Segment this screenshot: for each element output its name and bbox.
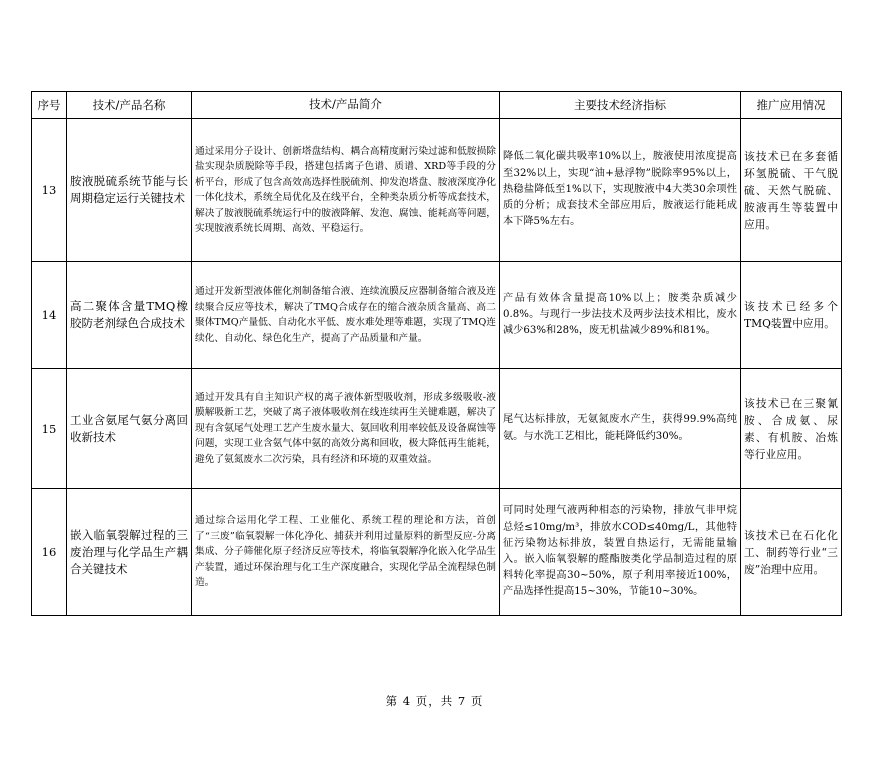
row-indicators: 可同时处理气液两种相态的污染物，排放气非甲烷总烃≤10mg/m³，排放水COD≤40mg/L，其他特征污染物达标排放，装置自热运行，无需能量输入。嵌入临氧裂解的醛酯胺类化学品制造过程的原料转化率提高30~50%，原子利用率接近100%，产品选择性提高15~30%，节能10~30%。 [500,489,741,616]
row-serial: 15 [32,369,67,489]
row-application: 该技术已在多套循环氢脱硫、干气脱硫、天然气脱硫、胺液再生等装置中应用。 [741,119,842,262]
row-serial: 16 [32,489,67,616]
row-indicators: 降低二氧化碳共吸率10%以上，胺液使用浓度提高至32%以上，实现“油+悬浮物”脱除率95%以上，热稳盐降低至1%以下，实现胺液中4大类30余项性质的分析；成套技术全部应用后，胺液运行能耗成本下降5%左右。 [500,119,741,262]
row-indicators: 产品有效体含量提高10%以上；胺类杂质减少0.8%。与现行一步法技术及两步法技术相比，废水减少63%和28%，废无机盐减少89%和81%。 [500,262,741,369]
row-name: 胺液脱硫系统节能与长周期稳定运行关键技术 [67,119,192,262]
table-row [32,119,842,262]
table-row [32,262,842,369]
row-description: 通过开发新型液体催化剂制备缩合液、连续流膜反应器制备缩合液及连续聚合反应等技术，解决了TMQ合成存在的缩合液杂质含量高、高二聚体TMQ产量低、自动化水平低、废水难处理等难题，实现了TMQ连续化、自动化、绿色化生产，提高了产品质量和产量。 [192,262,500,369]
row-indicators: 尾气达标排放，无氨氮废水产生，获得99.9%高纯氨。与水洗工艺相比，能耗降低约30%。 [500,369,741,489]
row-application: 该技术已在三聚氰胺、合成氨、尿素、有机胺、冶炼等行业应用。 [741,369,842,489]
header-description: 技术/产品简介 [192,92,500,119]
row-description: 通过采用分子设计、创新塔盘结构、耦合高精度耐污染过滤和低胺损除盐实现杂质脱除等手段，搭建包括离子色谱、质谱、XRD等手段的分析平台，形成了包含高效高选择性脱硫剂、抑发泡塔盘、胺液深度净化一体化技术，系统全局优化及在线平台，全种类杂质分析等成套技术，解决了胺液脱硫系统运行中的胺液降解、发泡、腐蚀、能耗高等问题，实现胺液系统长周期、高效、平稳运行。 [192,119,500,262]
row-application: 该技术已在石化化工、制药等行业“三废”治理中应用。 [741,489,842,616]
row-name: 嵌入临氧裂解过程的三废治理与化学品生产耦合关键技术 [67,489,192,616]
row-name: 工业含氨尾气氨分离回收新技术 [67,369,192,489]
row-name: 高二聚体含量TMQ橡胶防老剂绿色合成技术 [67,262,192,369]
header-indicators: 主要技术经济指标 [500,92,741,119]
header-serial: 序号 [32,92,67,119]
table-row [32,489,842,616]
row-serial: 14 [32,262,67,369]
row-description: 通过开发具有自主知识产权的离子液体新型吸收剂，形成多级吸收-液膜解吸新工艺，突破了离子液体吸收剂在线连续再生关键难题，解决了现有含氨尾气处理工艺产生废水量大、氨回收利用率较低及设备腐蚀等问题，实现工业含氨气体中氨的高效分离和回收，极大降低再生能耗，避免了氨氮废水二次污染，具有经济和环境的双重效益。 [192,369,500,489]
row-description: 通过综合运用化学工程、工业催化、系统工程的理论和方法，首创了“三废”临氧裂解一体化净化、捕获并利用过量原料的新型反应-分离集成、分子筛催化原子经济反应等技术，将临氧裂解净化嵌入化学品生产装置，通过环保治理与化工生产深度融合，实现化学品全流程绿色制造。 [192,489,500,616]
header-name: 技术/产品名称 [67,92,192,119]
row-serial: 13 [32,119,67,262]
table-header-row [32,92,842,119]
technology-table [31,91,842,616]
table-row [32,369,842,489]
header-application: 推广应用情况 [741,92,842,119]
page-footer: 第 4 页，共 7 页 [385,694,484,708]
row-application: 该技术已经多个TMQ装置中应用。 [741,262,842,369]
